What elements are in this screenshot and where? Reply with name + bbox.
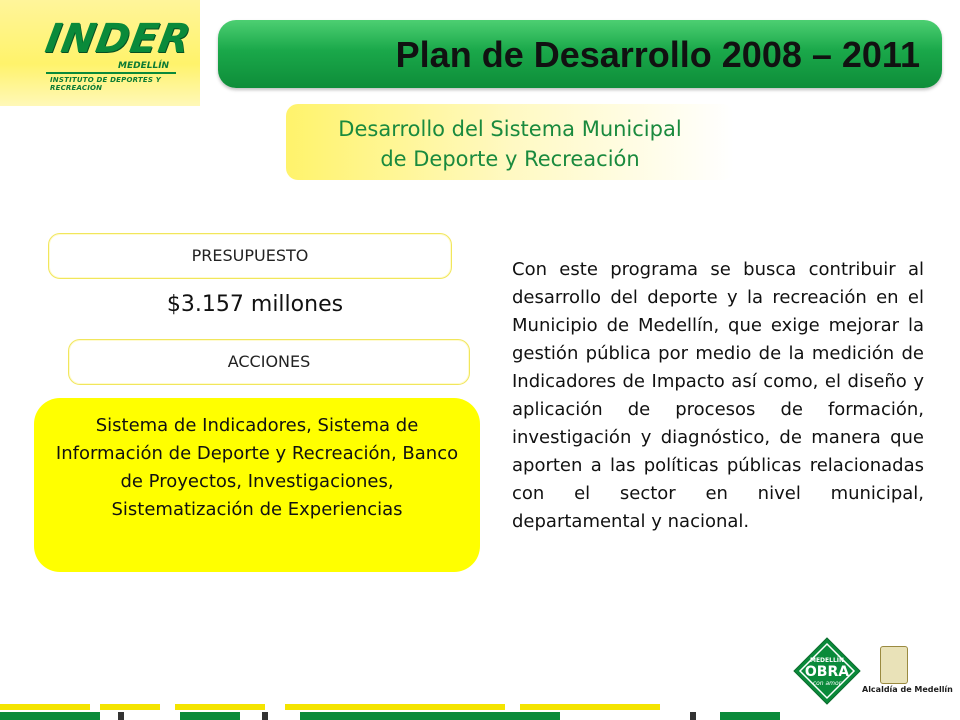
program-description: Con este programa se busca contribuir al desarrollo del deporte y la recreación en el Municipio de Medellín, que exige mejorar la gestión pública por medio de la medición de Indicadores de Impacto así como, el diseño y aplicación de procesos de formación, investigación y diagnóstico, de manera que aporten a las políticas públicas relacionadas con el sector en nivel municipal, departamental y nacional. — [512, 259, 924, 532]
medellin-obra-logo — [792, 636, 862, 706]
strip-dark-1 — [118, 712, 124, 720]
actions-text: Sistema de Indicadores, Sistema de Información de Deporte y Recreación, Banco de Proyectos, Investigaciones, Sistematización de Experiencias — [55, 415, 459, 520]
strip-green-2 — [180, 712, 240, 720]
strip-green-1 — [0, 712, 100, 720]
actions-label-box — [68, 339, 470, 385]
budget-label: PRESUPUESTO — [191, 246, 309, 265]
program-subtitle-box — [286, 104, 734, 180]
strip-yellow-2 — [100, 704, 160, 710]
subtitle-line-1: Desarrollo del Sistema Municipal — [338, 117, 682, 141]
coat-of-arms-icon — [880, 646, 908, 684]
strip-yellow-4 — [285, 704, 505, 710]
logo-tagline: INSTITUTO DE DEPORTES Y RECREACIÓN — [50, 76, 161, 92]
page-title: Plan de Desarrollo 2008 – 2011 — [395, 34, 920, 75]
strip-dark-3 — [690, 712, 696, 720]
strip-yellow-1 — [0, 704, 90, 710]
actions-box — [34, 398, 480, 572]
strip-green-4 — [720, 712, 780, 720]
obra-top-text: MEDELLÍN — [809, 657, 845, 664]
subtitle-line-2: de Deporte y Recreación — [380, 147, 640, 171]
actions-label: ACCIONES — [227, 352, 311, 371]
bottom-decoration-strip — [0, 704, 960, 720]
strip-yellow-5 — [520, 704, 660, 710]
budget-label-box — [48, 233, 452, 279]
strip-yellow-3 — [175, 704, 265, 710]
strip-dark-2 — [262, 712, 268, 720]
obra-main-text: OBRA — [804, 664, 850, 680]
logo-underline — [46, 72, 176, 74]
program-subtitle — [286, 114, 734, 174]
logo-name: INDER — [41, 16, 195, 62]
budget-amount: $3.157 millones — [166, 292, 344, 317]
obra-sub-text: con amor — [812, 680, 842, 687]
title-banner — [218, 20, 942, 88]
logo-city: MEDELLÍN — [118, 61, 170, 71]
strip-green-3 — [300, 712, 560, 720]
alcaldia-label: Alcaldía de Medellín — [862, 685, 953, 694]
inder-logo — [0, 0, 200, 106]
